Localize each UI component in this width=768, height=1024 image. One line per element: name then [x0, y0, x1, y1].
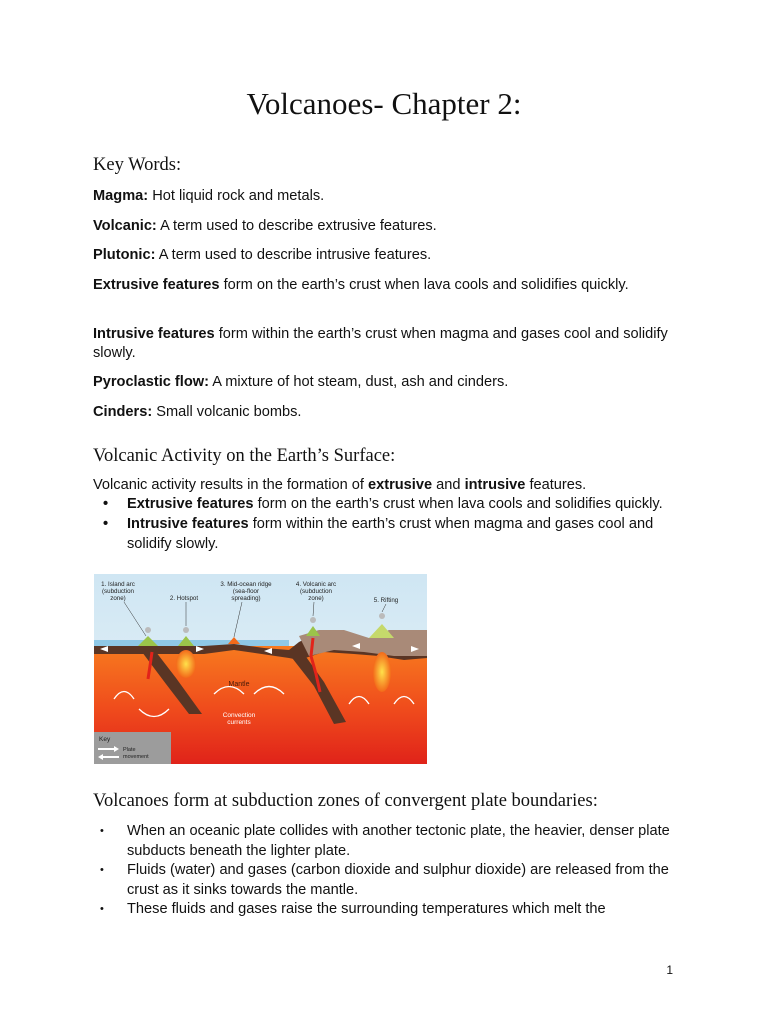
- label-rifting: 5. Rifting: [373, 597, 399, 604]
- list-item: [93, 822, 683, 861]
- intro-bold-extrusive: extrusive: [367, 477, 433, 493]
- subduction-heading: Volcanoes form at subduction zones of convergent plate boundaries:: [93, 791, 598, 811]
- label-island-arc-zone: zone): [110, 595, 126, 602]
- key-movement-label: movement: [123, 754, 149, 760]
- key-heading: Key: [99, 736, 111, 743]
- list-item: [93, 900, 683, 920]
- key-words-heading: Key Words:: [93, 155, 182, 175]
- rift-magma-plume: [373, 652, 391, 692]
- ash-cloud-icon: [310, 617, 316, 623]
- label-island-arc-sub: (subduction: [102, 588, 134, 595]
- surface-heading: Volcanic Activity on the Earth’s Surface:: [93, 446, 396, 466]
- bullet-text: form on the earth’s crust when lava cools and solidifies quickly.: [257, 496, 663, 512]
- label-spreading: spreading): [231, 595, 261, 602]
- keyword-definition: A term used to describe intrusive features.: [158, 247, 432, 263]
- bullet-icon: •: [100, 864, 104, 876]
- bullet-term: Extrusive features: [127, 496, 254, 512]
- bullet-text: These fluids and gases raise the surrounding temperatures which melt the: [127, 901, 606, 917]
- label-volcanic-arc-sub: (subduction: [300, 588, 332, 595]
- label-hotspot: 2. Hotspot: [169, 595, 199, 602]
- list-item: [93, 861, 683, 900]
- keyword-intrusive: [93, 325, 683, 363]
- keyword-definition: A mixture of hot steam, dust, ash and cinders.: [212, 374, 509, 390]
- keyword-definition: Small volcanic bombs.: [156, 404, 302, 420]
- subduction-bullet-list: [93, 822, 683, 920]
- bullet-icon: •: [100, 825, 104, 837]
- keyword-definition: form within the earth’s crust when magma and gases cool and solidify slowly.: [93, 326, 668, 361]
- keyword-term: Intrusive features: [93, 326, 215, 342]
- key-plate-label: Plate: [123, 747, 136, 753]
- label-volcanic-arc: 4. Volcanic arc: [295, 581, 337, 588]
- bullet-term: Intrusive features: [127, 516, 249, 532]
- label-currents: currents: [227, 719, 251, 726]
- keyword-term: Cinders:: [93, 404, 153, 420]
- keyword-definition: Hot liquid rock and metals.: [152, 188, 325, 204]
- page-title: Volcanoes- Chapter 2:: [246, 86, 522, 121]
- bullet-text: form: [252, 516, 282, 532]
- keyword-extrusive: [93, 276, 683, 295]
- bullet-icon: •: [100, 903, 104, 915]
- bullet-icon: •: [103, 496, 109, 512]
- intro-bold-intrusive: intrusive: [464, 477, 526, 493]
- keyword-term: Pyroclastic flow:: [93, 374, 209, 390]
- label-volcanic-arc-zone: zone): [308, 595, 324, 602]
- keyword-definition: A term used to describe extrusive features.: [160, 218, 437, 234]
- keyword-pyroclastic: [93, 373, 683, 392]
- plate-tectonics-diagram: [94, 574, 427, 764]
- keyword-magma: [93, 187, 683, 206]
- page-number: 1: [666, 963, 673, 977]
- ash-cloud-icon: [379, 613, 385, 619]
- keyword-plutonic: [93, 246, 683, 265]
- label-island-arc: 1. Island arc: [101, 581, 135, 588]
- keyword-cinders: [93, 403, 683, 422]
- hotspot-magma-plume: [176, 650, 196, 678]
- keyword-term: Plutonic:: [93, 247, 156, 263]
- ash-cloud-icon: [145, 627, 151, 633]
- intro-text: Volcanic activity results in the formation of: [93, 477, 364, 493]
- label-mid-ocean-ridge: 3. Mid-ocean ridge: [220, 581, 272, 588]
- intro-text: and: [436, 477, 461, 493]
- surface-bullet-list: [93, 494, 693, 554]
- list-item: [93, 494, 693, 514]
- ash-cloud-icon: [183, 627, 189, 633]
- label-mantle: Mantle: [228, 681, 250, 688]
- intro-text: features.: [529, 477, 587, 493]
- bullet-text: Fluids (water) and gases (carbon dioxide and sulphur dioxide) are released from the crust as it sinks towards the mantle.: [127, 862, 669, 898]
- keyword-term: Extrusive features: [93, 277, 220, 293]
- list-item: [93, 514, 693, 554]
- bullet-text: within the earth’s crust when magma and gases cool and solidify slowly.: [127, 516, 654, 552]
- keyword-term: Volcanic:: [93, 218, 157, 234]
- bullet-icon: •: [103, 516, 109, 532]
- bullet-text: When an oceanic plate collides with another tectonic plate, the heavier, denser plate subducts beneath the lighter plate.: [127, 823, 670, 859]
- label-convection: Convection: [222, 712, 256, 719]
- surface-intro: [93, 476, 713, 495]
- keyword-definition: form on the earth’s crust when lava cools and solidifies quickly.: [223, 277, 629, 293]
- label-sea-floor: (sea-floor: [232, 588, 260, 595]
- keyword-term: Magma:: [93, 188, 149, 204]
- keyword-volcanic: [93, 217, 683, 236]
